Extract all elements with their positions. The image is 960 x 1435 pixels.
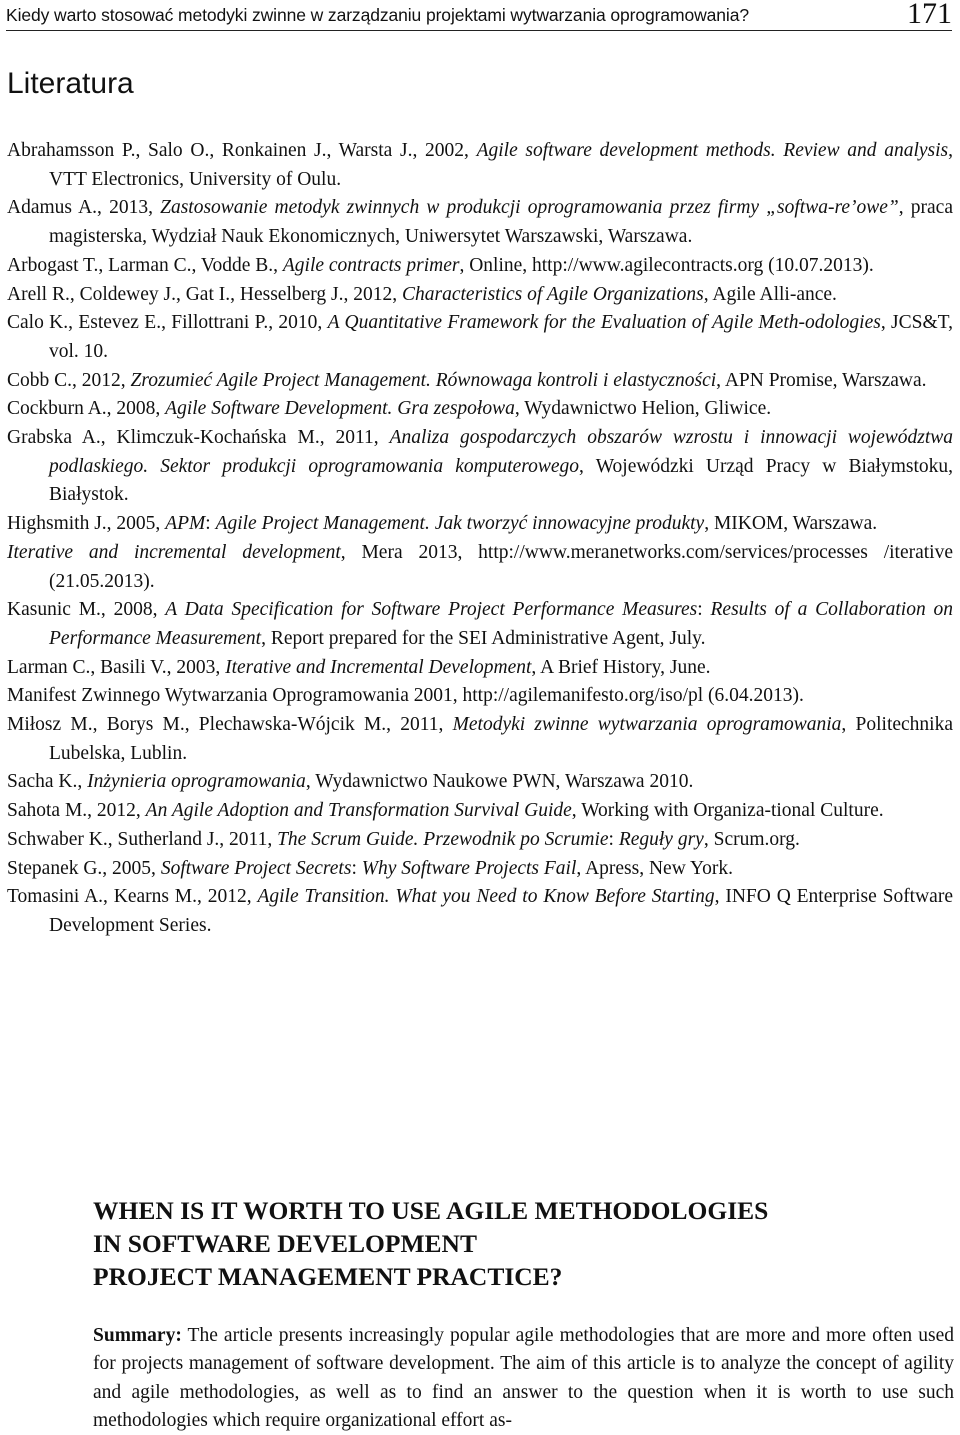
reference-text: Abrahamsson P., Salo O., Ronkainen J., Warsta J., 2002, bbox=[7, 140, 477, 161]
english-article-title bbox=[93, 1194, 953, 1293]
reference-text: , Apress, New York. bbox=[576, 857, 733, 879]
reference-entry bbox=[7, 194, 953, 251]
reference-title: Agile Software Development. Gra zespołowa bbox=[165, 398, 515, 420]
reference-text: Sacha K., bbox=[7, 771, 88, 793]
reference-title: Zastosowanie metodyk zwinnych w produkcji oprogramowania przez firmy „softwa-re’owe” bbox=[160, 197, 899, 219]
reference-entry bbox=[7, 797, 953, 826]
reference-text: Stepanek G., 2005, bbox=[7, 857, 161, 879]
reference-title: Agile Project Management. Jak tworzyć innowacyjne produkty bbox=[215, 513, 705, 535]
reference-entry bbox=[7, 281, 953, 310]
reference-text: , MIKOM, Warszawa. bbox=[704, 513, 878, 535]
reference-entry bbox=[7, 395, 953, 424]
reference-text: : bbox=[205, 513, 216, 535]
running-title: Kiedy warto stosować metodyki zwinne w zarządzaniu projektami wytwarzania oprogramowania? bbox=[6, 5, 749, 25]
reference-title: A Data Specification for Software Project Performance Measures bbox=[165, 599, 698, 621]
reference-entry bbox=[7, 883, 953, 940]
reference-entry bbox=[7, 855, 953, 884]
reference-entry bbox=[7, 367, 953, 396]
reference-text: Manifest Zwinnego Wytwarzania Oprogramowania 2001, http://agilemanifesto.org/iso/pl (6.04.2013). bbox=[7, 685, 804, 707]
reference-text: Cobb C., 2012, bbox=[7, 369, 131, 391]
reference-title: Agile software development methods. Review and analysis bbox=[476, 140, 949, 161]
reference-text: , Wojewódzki Urząd Pracy w Białymstoku, Białystok. bbox=[49, 455, 953, 506]
reference-text: , Wydawnictwo Helion, Gliwice. bbox=[514, 398, 772, 420]
summary-text: The article presents increasingly popular agile methodologies that are more and more often used for projects management of software development. The aim of this article is to analyze the concept of agility and agile methodologies, as well as to find an answer to the question when it is worth to use such methodologies which require organizational effort as- bbox=[93, 1325, 954, 1431]
reference-title: Analiza gospodarczych obszarów wzrostu i innowacji województwa podlaskiego. Sektor produkcji oprogramowania komputerowego bbox=[49, 427, 954, 477]
reference-text: , APN Promise, Warszawa. bbox=[716, 369, 927, 391]
reference-entry bbox=[7, 137, 953, 194]
reference-text: , A Brief History, June. bbox=[531, 656, 711, 678]
reference-text: Highsmith J., 2005, bbox=[7, 513, 166, 535]
reference-title: The Scrum Guide. Przewodnik po Scrumie bbox=[277, 828, 609, 850]
reference-title: Iterative and incremental development bbox=[7, 541, 341, 563]
reference-entry bbox=[7, 682, 953, 711]
reference-text: Arbogast T., Larman C., Vodde B., bbox=[7, 254, 283, 276]
reference-entry bbox=[7, 654, 953, 683]
reference-text: , Politechnika Lubelska, Lublin. bbox=[49, 714, 953, 764]
reference-text: , Scrum.org. bbox=[703, 828, 800, 850]
reference-entry bbox=[7, 711, 953, 768]
reference-text: : bbox=[608, 828, 619, 850]
reference-text: Grabska A., Klimczuk-Kochańska M., 2011, bbox=[7, 427, 390, 449]
reference-text: , Online, http://www.agilecontracts.org (10.07.2013). bbox=[459, 254, 874, 276]
reference-entry bbox=[7, 252, 953, 281]
reference-entry bbox=[7, 424, 953, 510]
reference-text: , JCS&T, vol. 10. bbox=[49, 312, 953, 362]
reference-text: Tomasini A., Kearns M., 2012, bbox=[7, 886, 258, 908]
reference-title: An Agile Adoption and Transformation Survival Guide bbox=[145, 800, 572, 822]
reference-title: Zrozumieć Agile Project Management. Równowaga kontroli i elastyczności bbox=[130, 369, 717, 391]
title-line-3: PROJECT MANAGEMENT PRACTICE? bbox=[93, 1262, 563, 1291]
reference-list bbox=[7, 137, 953, 941]
reference-entry bbox=[7, 309, 953, 366]
reference-entry bbox=[7, 539, 953, 596]
reference-text: , Agile Alli-ance. bbox=[703, 283, 837, 305]
reference-text: , Report prepared for the SEI Administrative Agent, July. bbox=[261, 627, 706, 649]
reference-title: Software Project Secrets bbox=[160, 857, 352, 879]
reference-text: , Wydawnictwo Naukowe PWN, Warszawa 2010. bbox=[305, 771, 694, 793]
running-header bbox=[6, 0, 952, 31]
reference-text: : bbox=[697, 599, 711, 621]
reference-text: Adamus A., 2013, bbox=[7, 197, 161, 219]
reference-entry bbox=[7, 768, 953, 797]
reference-entry bbox=[7, 596, 953, 653]
reference-title: A Quantitative Framework for the Evaluation of Agile Meth-odologies bbox=[327, 312, 881, 334]
reference-text: Calo K., Estevez E., Fillottrani P., 2010, bbox=[7, 312, 328, 334]
reference-text: Arell R., Coldewey J., Gat I., Hesselberg J., 2012, bbox=[7, 283, 402, 305]
reference-title: Characteristics of Agile Organizations bbox=[402, 283, 704, 305]
reference-entry bbox=[7, 510, 953, 539]
reference-text: : bbox=[351, 857, 362, 879]
reference-text: , Mera 2013, http://www.meranetworks.com/services/processes /iterative (21.05.2013). bbox=[49, 541, 954, 592]
reference-text: Sahota M., 2012, bbox=[7, 800, 146, 822]
title-line-1: WHEN IS IT WORTH TO USE AGILE METHODOLOGIES bbox=[93, 1196, 769, 1225]
reference-text: , VTT Electronics, University of Oulu. bbox=[49, 140, 953, 190]
summary-label: Summary: bbox=[93, 1325, 182, 1346]
title-line-2: IN SOFTWARE DEVELOPMENT bbox=[93, 1229, 477, 1258]
reference-title: Inżynieria oprogramowania bbox=[87, 771, 306, 793]
reference-text: Cockburn A., 2008, bbox=[7, 398, 166, 420]
reference-title: Agile contracts primer bbox=[282, 254, 460, 276]
literature-heading: Literatura bbox=[7, 67, 134, 100]
reference-title: Agile Transition. What you Need to Know Before Starting bbox=[257, 886, 715, 908]
reference-text: , INFO Q Enterprise Software Development Series. bbox=[49, 886, 953, 936]
reference-title: Reguły gry bbox=[618, 828, 704, 850]
reference-text: Schwaber K., Sutherland J., 2011, bbox=[7, 828, 278, 850]
page-number: 171 bbox=[907, 0, 952, 30]
reference-entry bbox=[7, 826, 953, 855]
reference-title: Results of a Collaboration on Performance Measurement bbox=[49, 599, 953, 649]
reference-text: Kasunic M., 2008, bbox=[7, 599, 166, 621]
reference-text: , praca magisterska, Wydział Nauk Ekonomicznych, Uniwersytet Warszawski, Warszawa. bbox=[49, 197, 953, 248]
summary-paragraph bbox=[93, 1322, 954, 1435]
reference-text: , Working with Organiza-tional Culture. bbox=[571, 800, 884, 822]
reference-text: Miłosz M., Borys M., Plechawska-Wójcik M., 2011, bbox=[7, 714, 453, 736]
reference-text: Larman C., Basili V., 2003, bbox=[7, 656, 226, 678]
reference-title: Why Software Projects Fail bbox=[361, 857, 577, 879]
reference-title: Iterative and Incremental Development bbox=[225, 656, 532, 678]
reference-title: Metodyki zwinne wytwarzania oprogramowania bbox=[452, 714, 842, 736]
reference-title: APM bbox=[165, 513, 206, 535]
